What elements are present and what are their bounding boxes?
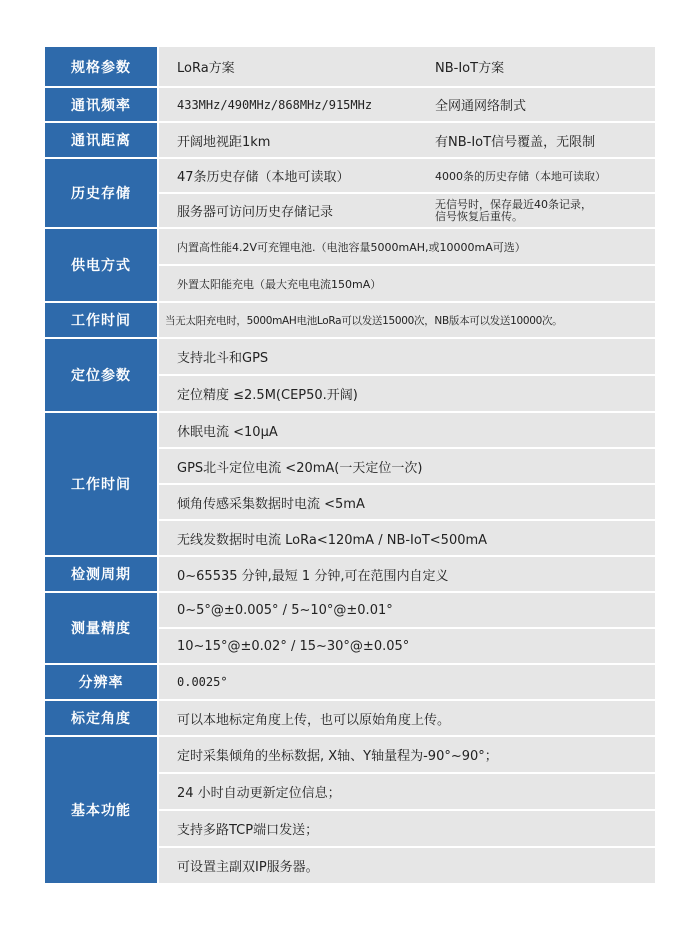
row-distance [45,123,655,157]
label-worktime-1: 工作时间 [45,303,157,337]
label-worktime-2: 工作时间 [45,413,157,555]
cell-nbiot-frequency: 全网通网络制式 [435,99,527,114]
spec-table [45,47,655,883]
row-functions [45,737,655,883]
cell-position-accuracy: 定位精度 ≤2.5M(CEP50.开阔) [159,376,655,411]
label-spec: 规格参数 [45,47,157,86]
cell-sensor-current: 倾角传感采集数据时电流 <5mA [159,485,655,519]
label-power: 供电方式 [45,229,157,301]
cell-lora-distance: 开阔地视距1km [177,134,271,150]
row-history [45,159,655,227]
cell-tx-current: 无线发数据时电流 LoRa<120mA / NB-IoT<500mA [159,521,655,555]
cell-battery: 内置高性能4.2V可充锂电池.（电池容量5000mAH,或10000mA可选） [159,229,655,264]
cell-server-history: 服务器可访问历史存储记录 [177,205,334,220]
cell-accuracy-1: 0~5°@±0.005° / 5~10°@±0.01° [159,593,655,627]
row-calibration [45,701,655,735]
cell-lora-scheme: LoRa方案 [177,61,235,76]
label-distance: 通讯距离 [45,123,157,157]
label-frequency: 通讯频率 [45,88,157,121]
label-resolution: 分辨率 [45,665,157,699]
row-period [45,557,655,591]
label-functions: 基本功能 [45,737,157,883]
cell-nbiot-distance: 有NB-IoT信号覆盖，无限制 [435,134,596,150]
cell-function-2: 24 小时自动更新定位信息； [159,774,655,809]
cell-function-4: 可设置主副双IP服务器。 [159,848,655,883]
label-calibration: 标定角度 [45,701,157,735]
row-spec [45,47,655,86]
cell-calibration: 可以本地标定角度上传，也可以原始角度上传。 [159,701,655,735]
cell-lora-frequency: 433MHz/490MHz/868MHz/915MHz [177,97,373,112]
row-power [45,229,655,301]
cell-worktime-note: 当无太阳充电时，5000mAH电池LoRa可以发送15000次，NB版本可以发送10000次。 [159,303,655,337]
cell-solar: 外置太阳能充电（最大充电电流150mA） [159,266,655,301]
cell-gps-current: GPS北斗定位电流 <20mA(一天定位一次) [159,449,655,483]
cell-nbiot-offline-b: 信号恢复后重传。 [435,209,523,223]
cell-period: 0~65535 分钟,最短 1 分钟,可在范围内自定义 [159,557,655,591]
cell-function-3: 支持多路TCP端口发送； [159,811,655,846]
row-resolution [45,665,655,699]
row-frequency [45,88,655,121]
cell-resolution: 0.0025° [159,665,655,699]
row-positioning [45,339,655,411]
cell-nbiot-offline-a: 无信号时，保存最近40条记录， [435,197,592,211]
cell-lora-history: 47条历史存储（本地可读取） [177,170,350,185]
cell-nbiot-scheme: NB-IoT方案 [435,61,505,76]
row-worktime-1 [45,303,655,337]
row-accuracy [45,593,655,663]
label-period: 检测周期 [45,557,157,591]
cell-accuracy-2: 10~15°@±0.02° / 15~30°@±0.05° [159,629,655,663]
label-positioning: 定位参数 [45,339,157,411]
row-worktime-2 [45,413,655,555]
label-history: 历史存储 [45,159,157,227]
cell-sleep-current: 休眠电流 <10μA [159,413,655,447]
cell-beidou-gps: 支持北斗和GPS [159,339,655,374]
cell-nbiot-history: 4000条的历史存储（本地可读取） [435,169,606,183]
cell-function-1: 定时采集倾角的坐标数据, X轴、Y轴量程为-90°~90°； [159,737,655,772]
label-accuracy: 测量精度 [45,593,157,663]
